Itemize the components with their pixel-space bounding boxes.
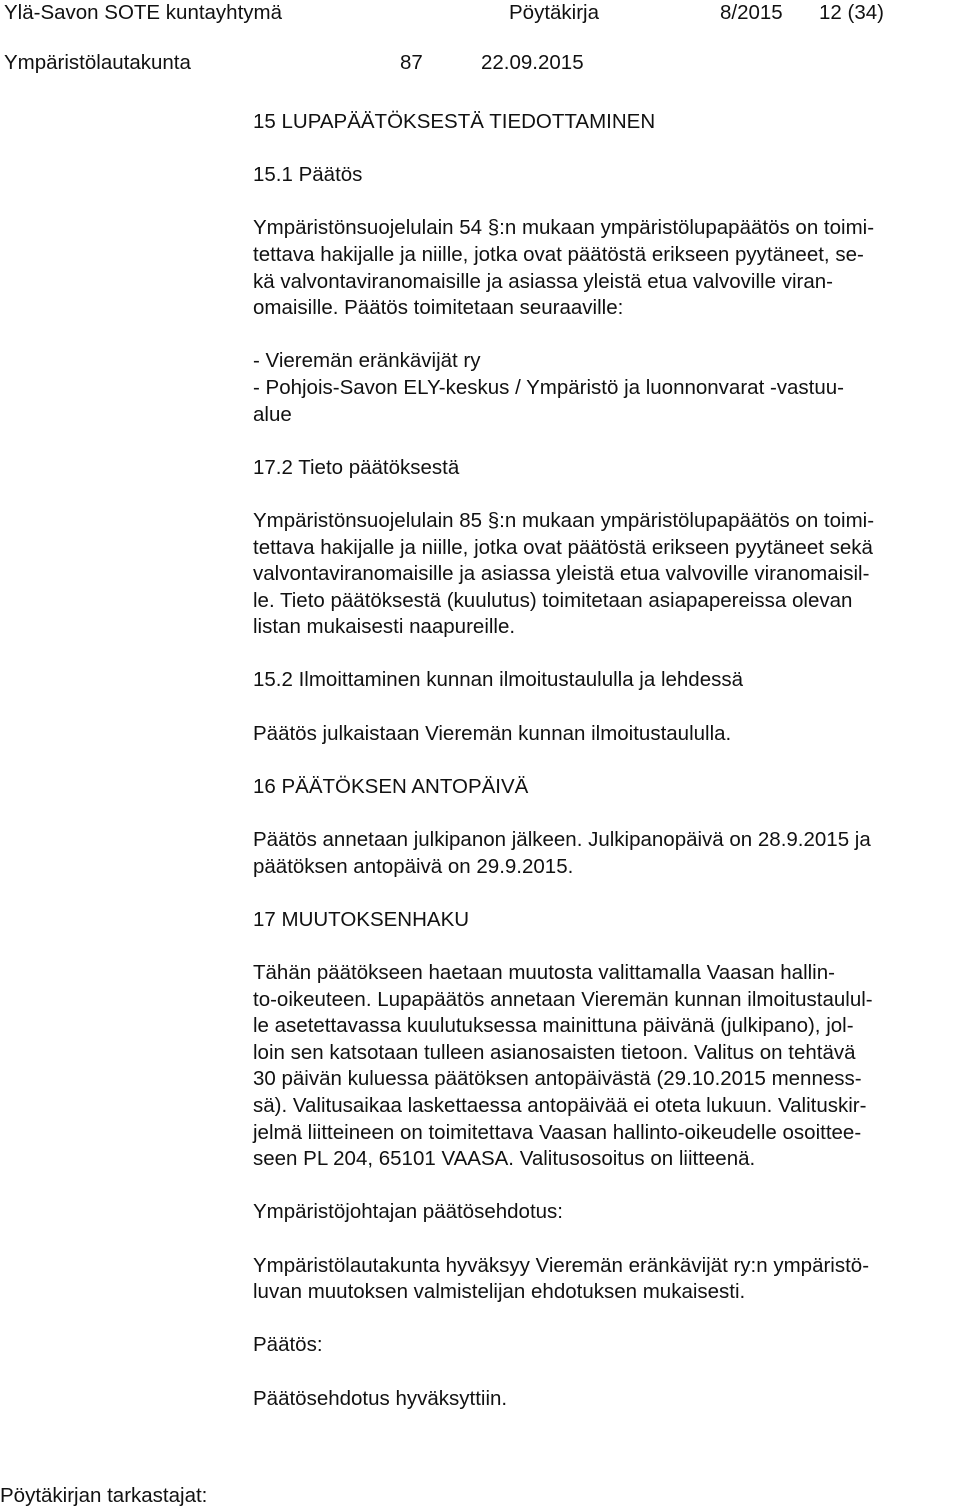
block-gap (253, 322, 953, 349)
para-16 (253, 827, 953, 880)
text-line: - Vieremän eränkävijät ry (253, 349, 481, 373)
text-line: Päätös julkaistaan Vieremän kunnan ilmoitustaululla. (253, 721, 732, 745)
text-line: Päätös: (253, 1333, 323, 1357)
para-15-1 (253, 215, 953, 321)
para-15-2 (253, 721, 953, 748)
text-line: omaisille. Päätös toimitetaan seuraaville: (253, 296, 624, 320)
text-line: listan mukaisesti naapureille. (253, 615, 516, 639)
page-number: 12 (34) (819, 1, 884, 24)
text-line: valvontaviranomaisille ja asiassa yleistä etua valvoville viranomaisil- (253, 562, 870, 586)
block-gap (253, 1359, 953, 1386)
block-gap (253, 747, 953, 774)
text-line: tettava hakijalle ja niille, jotka ovat päätöstä erikseen pyytäneet, se- (253, 242, 864, 266)
heading-15-1 (253, 162, 953, 189)
text-line: sä). Valitusaikaa laskettaessa antopäivää ei oteta lukuun. Valituskir- (253, 1093, 867, 1117)
text-line: 15.2 Ilmoittaminen kunnan ilmoitustaululla ja lehdessä (253, 668, 744, 692)
section-number: 87 (400, 51, 423, 74)
text-line: Ympäristölautakunta hyväksyy Vieremän eränkävijät ry:n ympäristö- (253, 1253, 870, 1277)
text-line: Päätösehdotus hyväksyttiin. (253, 1386, 508, 1410)
header-row-1 (0, 0, 960, 26)
text-line: alue (253, 402, 292, 426)
org-name: Ylä-Savon SOTE kuntayhtymä (4, 1, 283, 24)
heading-16 (253, 774, 953, 801)
document-body (253, 109, 953, 1412)
heading-15-2 (253, 667, 953, 694)
proposal-label (253, 1199, 953, 1226)
text-line: seen PL 204, 65101 VAASA. Valitusosoitus on liitteenä. (253, 1147, 756, 1171)
text-line: jelmä liitteineen on toimitettava Vaasan hallinto-oikeudelle osoittee- (253, 1120, 862, 1144)
heading-17 (253, 907, 953, 934)
text-line: Ympäristöjohtajan päätösehdotus: (253, 1200, 563, 1224)
text-line: Ympäristönsuojelulain 85 §:n mukaan ympäristölupapäätös on toimi- (253, 508, 875, 532)
text-line: Päätös annetaan julkipanon jälkeen. Julkipanopäivä on 28.9.2015 ja (253, 828, 871, 852)
text-line: 17.2 Tieto päätöksestä (253, 455, 460, 479)
text-line: luvan muutoksen valmistelijan ehdotuksen mukaisesti. (253, 1280, 746, 1304)
text-line: päätöksen antopäivä on 29.9.2015. (253, 854, 574, 878)
decision-text (253, 1386, 953, 1413)
block-gap (253, 641, 953, 668)
block-gap (253, 800, 953, 827)
text-line: kä valvontaviranomaisille ja asiassa yleistä etua valvoville viran- (253, 269, 833, 293)
text-line: le asetettavassa kuulutuksessa mainittuna päivänä (julkipano), jol- (253, 1014, 854, 1038)
text-line: 30 päivän kuluessa päätöksen antopäivästä (29.10.2015 menness- (253, 1067, 862, 1091)
text-line: to-oikeuteen. Lupapäätös annetaan Vieremän kunnan ilmoitustaulul- (253, 987, 873, 1011)
committee-name: Ympäristölautakunta (4, 51, 191, 74)
block-gap (253, 880, 953, 907)
block-gap (253, 694, 953, 721)
recipient-list (253, 348, 953, 428)
block-gap (253, 1173, 953, 1200)
text-line: tettava hakijalle ja niille, jotka ovat päätöstä erikseen pyytäneet sekä (253, 535, 873, 559)
block-gap (253, 1306, 953, 1333)
doc-number: 8/2015 (720, 1, 783, 24)
block-gap (253, 933, 953, 960)
block-gap (253, 481, 953, 508)
text-line: Tähän päätökseen haetaan muutosta valittamalla Vaasan hallin- (253, 961, 835, 984)
para-17 (253, 960, 953, 1173)
header-row-2 (0, 50, 960, 76)
meeting-date: 22.09.2015 (481, 51, 584, 74)
doc-type: Pöytäkirja (509, 1, 600, 24)
block-gap (253, 428, 953, 455)
heading-15 (253, 109, 953, 136)
block-gap (253, 189, 953, 216)
block-gap (253, 1226, 953, 1253)
proposal-text (253, 1253, 953, 1306)
footer-label: Pöytäkirjan tarkastajat: (0, 1484, 208, 1507)
para-17-2 (253, 508, 953, 641)
decision-label (253, 1332, 953, 1359)
text-line: 15.1 Päätös (253, 163, 363, 187)
text-line: Ympäristönsuojelulain 54 §:n mukaan ympäristölupapäätös on toimi- (253, 216, 875, 240)
text-line: 15 LUPAPÄÄTÖKSESTÄ TIEDOTTAMINEN (253, 110, 656, 133)
text-line: 17 MUUTOKSENHAKU (253, 907, 470, 931)
text-line: - Pohjois-Savon ELY-keskus / Ympäristö ja luonnonvarat -vastuu- (253, 375, 845, 399)
text-line: 16 PÄÄTÖKSEN ANTOPÄIVÄ (253, 774, 529, 798)
text-line: loin sen katsotaan tulleen asianosaisten tietoon. Valitus on tehtävä (253, 1040, 856, 1064)
heading-17-2 (253, 455, 953, 482)
text-line: le. Tieto päätöksestä (kuulutus) toimitetaan asiapapereissa olevan (253, 588, 853, 612)
block-gap (253, 136, 953, 163)
